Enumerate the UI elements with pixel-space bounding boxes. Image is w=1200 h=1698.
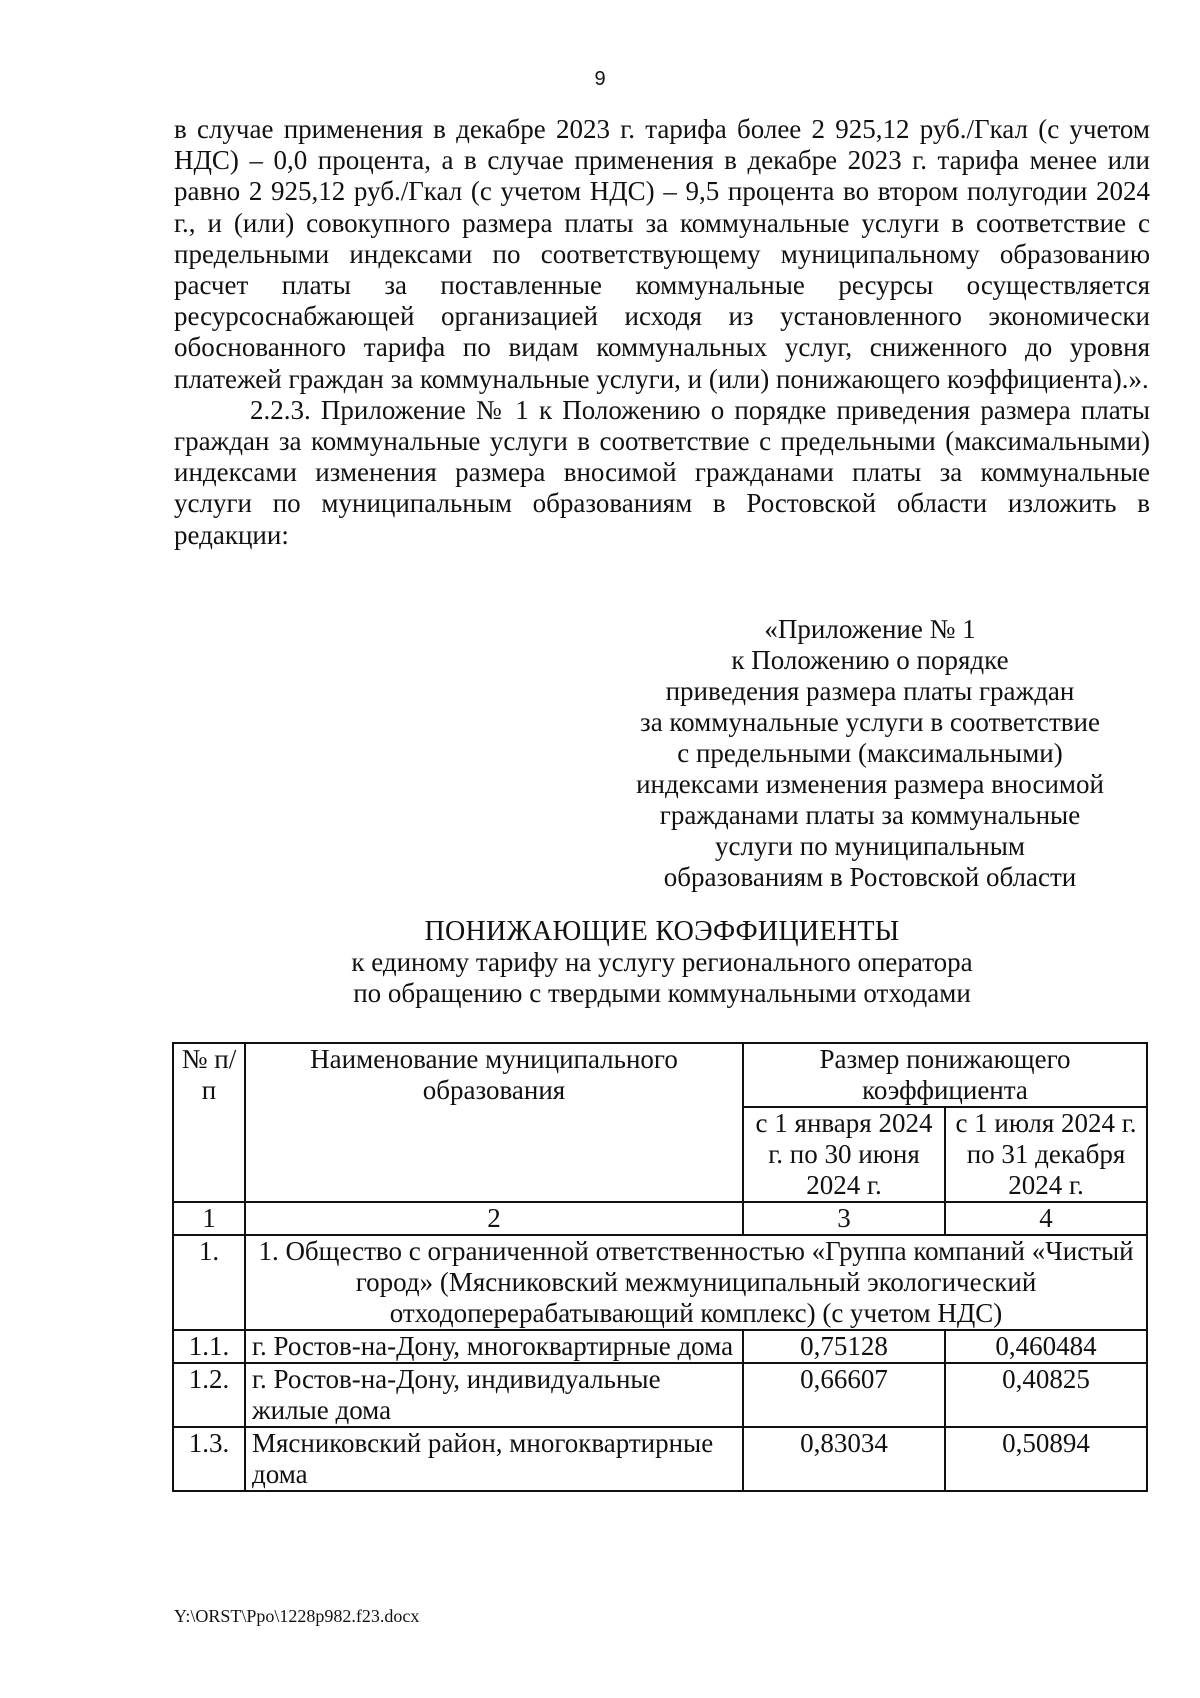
appendix-line: услуги по муниципальным (715, 831, 1025, 861)
row-value-2: 0,460484 (945, 1330, 1147, 1363)
column-number: 1 (173, 1202, 245, 1235)
row-name: г. Ростов-на-Дону, индивидуальные жилые дома (245, 1363, 743, 1427)
row-number: 1.2. (173, 1363, 245, 1427)
paragraph-continuation: в случае применения в декабре 2023 г. тарифа более 2 925,12 руб./Гкал (с учетом НДС) – 0,0 процента, а в случае применения в декабре 2023 г. тарифа менее или равно 2 925,12 руб./Гкал (с учетом НДС) – 9,5 процента во втором полугодии 2024 г., и (или) совокупного размера платы за коммунальные услуги в соответствие с предельными индексами по соответствующему муниципальному образованию расчет платы за поставленные коммунальные ресурсы осуществляется ресурсоснабжающей организацией исходя из установленного экономически обоснованного тарифа по видам коммунальных услуг, сниженного до уровня платежей граждан за коммунальные услуги, и (или) понижающего коэффициента).». (174, 114, 1150, 394)
table-row (173, 1363, 1147, 1427)
row-value-2: 0,40825 (945, 1363, 1147, 1427)
appendix-reference (630, 614, 1110, 893)
header-coefficient: Размер понижающего коэффициента (743, 1043, 1147, 1107)
column-number: 4 (945, 1202, 1147, 1235)
page-number: 9 (594, 68, 606, 90)
row-value-1: 0,83034 (743, 1427, 945, 1491)
table-column-numbers (173, 1202, 1147, 1235)
appendix-line: за коммунальные услуги в соответствие (640, 707, 1100, 737)
heading-subtitle: к единому тарифу на услугу регионального оператора (351, 947, 973, 977)
table-row (173, 1330, 1147, 1363)
table-row (173, 1427, 1147, 1491)
document-heading (174, 916, 1150, 1009)
appendix-line: с предельными (максимальными) (677, 738, 1063, 768)
column-number: 2 (245, 1202, 743, 1235)
header-period-2: с 1 июля 2024 г. по 31 декабря 2024 г. (945, 1107, 1147, 1202)
appendix-line: к Положению о порядке (731, 645, 1009, 675)
row-number: 1.3. (173, 1427, 245, 1491)
file-path-footer: Y:\ORST\Ppo\1228p982.f23.docx (174, 1606, 420, 1626)
section-title: 1. Общество с ограниченной ответственностью «Группа компаний «Чистый город» (Мясниковский межмуниципальный экологический отходоперерабатывающий комплекс) (с учетом НДС) (245, 1235, 1147, 1330)
column-number: 3 (743, 1202, 945, 1235)
table-header-row (173, 1043, 1147, 1107)
paragraph-2-2-3: 2.2.3. Приложение № 1 к Положению о порядке приведения размера платы граждан за коммунальные услуги в соответствие с предельными (максимальными) индексами изменения размера вносимой гражданами платы за коммунальные услуги по муниципальным образованиям в Ростовской области изложить в редакции: (174, 394, 1150, 550)
table-section-row (173, 1235, 1147, 1330)
section-number: 1. (173, 1235, 245, 1330)
heading-subtitle: по обращению с твердыми коммунальными отходами (353, 978, 971, 1008)
coefficients-table (172, 1042, 1148, 1492)
row-value-1: 0,75128 (743, 1330, 945, 1363)
heading-title: ПОНИЖАЮЩИЕ КОЭФФИЦИЕНТЫ (424, 916, 900, 947)
header-period-1: с 1 января 2024 г. по 30 июня 2024 г. (743, 1107, 945, 1202)
row-name: Мясниковский район, многоквартирные дома (245, 1427, 743, 1491)
body-text (174, 114, 1150, 551)
appendix-line: гражданами платы за коммунальные (659, 800, 1081, 830)
header-number: № п/п (173, 1043, 245, 1202)
appendix-line: образованиям в Ростовской области (663, 862, 1077, 892)
header-name: Наименование муниципального образования (245, 1043, 743, 1202)
appendix-line: «Приложение № 1 (764, 614, 976, 644)
row-number: 1.1. (173, 1330, 245, 1363)
row-name: г. Ростов-на-Дону, многоквартирные дома (245, 1330, 743, 1363)
row-value-1: 0,66607 (743, 1363, 945, 1427)
appendix-line: приведения размера платы граждан (665, 676, 1075, 706)
appendix-line: индексами изменения размера вносимой (636, 769, 1104, 799)
row-value-2: 0,50894 (945, 1427, 1147, 1491)
